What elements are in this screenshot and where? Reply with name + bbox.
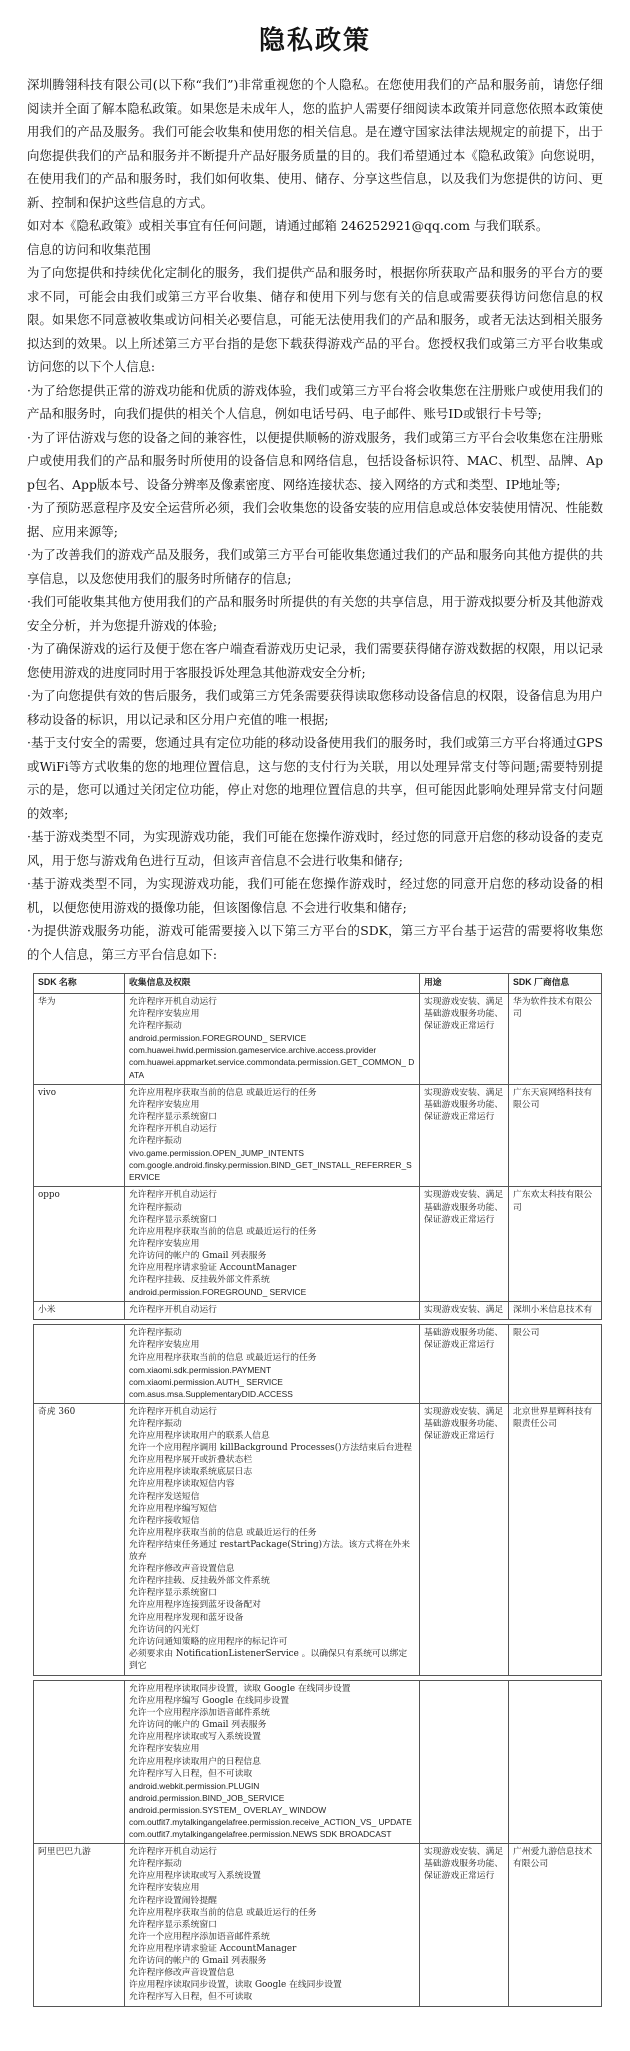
permission-line: 允许应用程序获取当前的信息 或最近运行的任务 <box>129 1352 317 1363</box>
vendor-cell: 广州爱九游信息技术有限公司 <box>509 1844 602 2007</box>
permission-line: 允许应用程序获取当前的信息 或最近运行的任务 <box>129 1907 317 1918</box>
permission-line: 允许程序设置闹铃提醒 <box>129 1895 217 1906</box>
permission-line: 允许应用程序获取当前的信息 或最近运行的任务 <box>129 1527 317 1538</box>
table-row <box>34 1084 602 1187</box>
bullet-item: ·为了评估游戏与您的设备之间的兼容性，以便提供顺畅的游戏服务，我们或第三方平台会收集您在注册账户或使用我们的产品和服务时所使用的设备信息和网络信息，包括设备标识符、MAC、机型、品牌、App包名、App版本号、设备分辨率及像素密度、网络连接状态、接入网络的方式和类型、IP地址等; <box>27 429 603 492</box>
permission-line: 允许应用程序请求验证 AccountManager <box>129 1262 297 1273</box>
column-header: SDK 名称 <box>34 974 125 994</box>
table-row <box>34 1680 602 1843</box>
sdk-name-cell: 小米 <box>34 1302 125 1320</box>
permissions-cell <box>125 1187 420 1302</box>
bullet-item: ·为了改善我们的游戏产品及服务，我们或第三方平台可能收集您通过我们的产品和服务向其他方提供的共享信息，以及您使用我们的服务时所储存的信息; <box>27 547 603 586</box>
bullet-item: ·我们可能收集其他方使用我们的产品和服务时所提供的有关您的共享信息，用于游戏拟要分析及其他游戏安全分析，并为您提升游戏的体验; <box>27 594 603 633</box>
bullet-item: ·基于游戏类型不同，为实现游戏功能，我们可能在您操作游戏时，经过您的同意开启您的移动设备的相机，以便您使用游戏的摄像功能，但该图像信息 不会进行收集和储存; <box>27 876 603 915</box>
permission-line: 允许程序安装应用 <box>129 1009 200 1020</box>
bullet-item: ·为了给您提供正常的游戏功能和优质的游戏体验，我们或第三方平台将会收集您在注册账户或使用我们的产品和服务时，向我们提供的相关个人信息，例如电话号码、电子邮件、账号ID或银行卡号等; <box>27 382 603 421</box>
permission-line: 允许程序写入日程，但不可读取 <box>129 1992 253 2003</box>
sdk-name-cell: oppo <box>34 1187 125 1302</box>
permission-line: 允许应用程序读取短信内容 <box>129 1479 235 1490</box>
permission-line: com.outfit7.mytalkingangelafree.permission.NEWS SDK BROADCAST <box>129 1829 392 1840</box>
vendor-cell: 限公司 <box>509 1325 602 1404</box>
permissions-cell <box>125 1403 420 1675</box>
sdk-name-cell <box>34 1325 125 1404</box>
permission-line: 允许应用程序请求验证 AccountManager <box>129 1943 297 1954</box>
permission-line: 允许程序开机自动运行 <box>129 1190 217 1201</box>
usage-cell <box>420 1680 509 1843</box>
permissions-cell <box>125 1680 420 1843</box>
permission-line: 允许程序显示系统窗口 <box>129 1588 217 1599</box>
permission-line: 允许访问的帐户的 Gmail 列表服务 <box>129 1250 267 1261</box>
permission-line: 允许程序开机自动运行 <box>129 1406 217 1417</box>
bullet-item: ·基于游戏类型不同，为实现游戏功能，我们可能在您操作游戏时，经过您的同意开启您的移动设备的麦克风，用于您与游戏角色进行互动，但该声音信息不会进行收集和储存; <box>27 829 603 868</box>
bullet-item: ·基于支付安全的需要，您通过具有定位功能的移动设备使用我们的服务时，我们或第三方平台将通过GPS或WiFi等方式收集的您的地理位置信息，这与您的支付行为关联，用以处理异常支付等问题;需要特别提示的是，您可以通过关闭定位功能，停止对您的地理位置信息的共享，但可能因此影响处理异常支付问题的效率; <box>27 735 603 821</box>
permission-line: 允许程序振动 <box>129 1419 182 1429</box>
permission-line: 允许一个应用程序添加语音邮件系统 <box>129 1931 270 1942</box>
permission-line: com.asus.msa.SupplementaryDID.ACCESS <box>129 1388 293 1399</box>
permissions-cell <box>125 1302 420 1320</box>
permission-line: com.xiaomi.permission.AUTH_ SERVICE <box>129 1376 283 1387</box>
permission-line: 允许程序开机自动运行 <box>129 1847 217 1858</box>
permission-line: 允许程序安装应用 <box>129 1744 200 1755</box>
vendor-cell: 华为软件技术有限公司 <box>509 994 602 1085</box>
permission-line: 允许程序结束任务通过 restartPackage(String)方法。该方式将在外来放弃 <box>129 1539 411 1563</box>
table-row <box>34 1187 602 1302</box>
permission-line: android.permission.SYSTEM_ OVERLAY_ WINDOW <box>129 1804 327 1815</box>
sdk-name-cell: 奇虎 360 <box>34 1403 125 1675</box>
paragraph: 如对本《隐私政策》或相关事宜有任何问题，请通过邮箱 246252921@qq.com 与我们联系。 <box>27 218 549 233</box>
usage-cell: 实现游戏安装、满足基础游戏服务功能、保证游戏正常运行 <box>420 994 509 1085</box>
bullet-item: ·为了确保游戏的运行及便于您在客户端查看游戏历史记录，我们需要获得储存游戏数据的权限，用以记录您使用游戏的进度同时用于客服投诉处理急其他游戏安全分析; <box>27 641 603 680</box>
permissions-cell <box>125 1325 420 1404</box>
sdk-name-cell <box>34 1680 125 1843</box>
permission-line: 允许程序开机自动运行 <box>129 997 217 1007</box>
permission-line: 允许访问的闪光灯 <box>129 1624 200 1635</box>
sdk-permissions-table <box>33 973 601 2007</box>
permissions-cell <box>125 1084 420 1187</box>
permission-line: 允许程序挂载、反挂载外部文件系统 <box>129 1576 270 1587</box>
permissions-cell <box>125 994 420 1085</box>
permission-line: 允许应用程序展开或折叠状态栏 <box>129 1455 253 1466</box>
permission-line: android.permission.FOREGROUND_ SERVICE <box>129 1033 307 1044</box>
column-header: SDK 厂商信息 <box>509 974 602 994</box>
permission-line: 允许程序显示系统窗口 <box>129 1111 217 1122</box>
permission-line: 允许访问通知策略的应用程序的标记许可 <box>129 1636 288 1647</box>
permission-line: 允许程序安装应用 <box>129 1099 200 1110</box>
permission-line: 允许访问的帐户的 Gmail 列表服务 <box>129 1956 267 1967</box>
permission-line: 允许程序振动 <box>129 1328 182 1339</box>
vendor-cell <box>509 1680 602 1843</box>
table-row <box>34 1844 602 2007</box>
permission-line: 允许程序振动 <box>129 1136 182 1147</box>
page-title: 隐私政策 <box>258 26 371 56</box>
column-header: 用途 <box>420 974 509 994</box>
permission-line: 允许应用程序读取或写入系统设置 <box>129 1871 261 1882</box>
permission-line: 允许应用程序读取用户的日程信息 <box>129 1756 261 1767</box>
policy-text <box>27 73 603 966</box>
paragraph: 为了向您提供和持续优化定制化的服务，我们提供产品和服务时，根据你所获取产品和服务的平台方的要求不同，可能会由我们或第三方平台收集、储存和使用下列与您有关的信息或需要获得访问您信息的权限。如果您不同意被收集或访问相关必要信息，可能无法使用我们的产品和服务，或者无法达到相关服务拟达到的效果。以上所述第三方平台指的是您下载获得游戏产品的平台。您授权我们或第三方平台收集或访问您的以下个人信息: <box>27 265 603 374</box>
permission-line: 允许程序挂载、反挂载外部文件系统 <box>129 1275 270 1286</box>
permission-line: 允许程序开机自动运行 <box>129 1123 217 1134</box>
permission-line: 允许访问的帐户的 Gmail 列表服务 <box>129 1720 267 1731</box>
sdk-table-block <box>33 973 602 1320</box>
permission-line: 允许程序安装应用 <box>129 1883 200 1894</box>
permission-line: android.webkit.permission.PLUGIN <box>129 1780 260 1791</box>
permission-line: 允许应用程序编写 Google 在线同步设置 <box>129 1696 290 1707</box>
permission-line: 允许一个应用程序调用 killBackground Processes()方法结束后台进程 <box>129 1443 412 1454</box>
permission-line: android.permission.BIND_JOB_SERVICE <box>129 1792 285 1803</box>
vendor-cell: 广东天宸网络科技有限公司 <box>509 1084 602 1187</box>
table-row <box>34 1325 602 1404</box>
permission-line: 允许程序开机自动运行 <box>129 1305 217 1316</box>
permission-line: 允许应用程序编写短信 <box>129 1503 217 1514</box>
permission-line: com.huawei.hwid.permission.gameservice.archive.access.provider <box>129 1045 377 1056</box>
sdk-name-cell: 阿里巴巴九游 <box>34 1844 125 2007</box>
permission-line: 允许应用程序获取当前的信息 或最近运行的任务 <box>129 1087 317 1098</box>
permission-line: vivo.game.permission.OPEN_JUMP_INTENTS <box>129 1148 304 1159</box>
sdk-name-cell: 华为 <box>34 994 125 1085</box>
permission-line: com.google.android.finsky.permission.BIND_GET_INSTALL_REFERRER_SERVICE <box>129 1160 412 1183</box>
table-row <box>34 1403 602 1675</box>
permission-line: 允许程序显示系统窗口 <box>129 1214 217 1225</box>
permission-line: 允许程序修改声音设置信息 <box>129 1968 235 1979</box>
vendor-cell: 广东欢太科技有限公司 <box>509 1187 602 1302</box>
permission-line: 允许一个应用程序添加语音邮件系统 <box>129 1708 270 1719</box>
permission-line: 允许应用程序连接到蓝牙设备配对 <box>129 1600 261 1611</box>
table-row <box>34 994 602 1085</box>
usage-cell: 实现游戏安装、满足基础游戏服务功能、保证游戏正常运行 <box>420 1403 509 1675</box>
permission-line: 必须要求由 NotificationListenerService 。以确保只有系统可以绑定到它 <box>129 1648 408 1671</box>
permission-line: com.huawei.appmarket.service.commondata.permission.GET_COMMON_ DATA <box>129 1057 415 1080</box>
permission-line: com.outfit7.mytalkingangelafree.permission.receive_ACTION_VS_ UPDATE <box>129 1817 412 1827</box>
permission-line: 许应用程序读取同步设置，读取 Google 在线同步设置 <box>129 1980 342 1991</box>
column-header: 收集信息及权限 <box>125 974 420 994</box>
permission-line: android.permission.FOREGROUND_ SERVICE <box>129 1287 307 1298</box>
bullet-item: ·为提供游戏服务功能，游戏可能需要接入以下第三方平台的SDK，第三方平台基于运营的需要将收集您的个人信息，第三方平台信息如下: <box>27 923 603 962</box>
vendor-cell: 深圳小米信息技术有 <box>509 1302 602 1320</box>
bullet-item: ·为了向您提供有效的售后服务，我们或第三方凭条需要获得读取您移动设备信息的权限，设备信息为用户移动设备的标识，用以记录和区分用户充值的唯一根据; <box>27 688 603 727</box>
usage-cell: 基础游戏服务功能、保证游戏正常运行 <box>420 1325 509 1404</box>
permission-line: 允许应用程序发现和蓝牙设备 <box>129 1612 244 1623</box>
usage-cell: 实现游戏安装、满足基础游戏服务功能、保证游戏正常运行 <box>420 1844 509 2007</box>
permission-line: 允许程序接收短信 <box>129 1515 200 1526</box>
permission-line: 允许程序振动 <box>129 1021 182 1032</box>
permission-line: 允许程序振动 <box>129 1202 182 1213</box>
permissions-cell <box>125 1844 420 2007</box>
permission-line: 允许程序修改声音设置信息 <box>129 1564 235 1575</box>
sdk-table-block <box>33 1680 602 2007</box>
usage-cell: 实现游戏安装、满足基础游戏服务功能、保证游戏正常运行 <box>420 1187 509 1302</box>
sdk-name-cell: vivo <box>34 1084 125 1187</box>
permission-line: 允许应用程序获取当前的信息 或最近运行的任务 <box>129 1226 317 1237</box>
permission-line: 允许程序发送短信 <box>129 1491 200 1502</box>
permission-line: 允许应用程序读取系统底层日志 <box>129 1467 253 1478</box>
permission-line: 允许程序显示系统窗口 <box>129 1919 217 1930</box>
section-heading: 信息的访问和收集范围 <box>27 241 151 257</box>
paragraph: 深圳腾翎科技有限公司(以下称“我们”)非常重视您的个人隐私。在您使用我们的产品和服务前，请您仔细阅读并全面了解本隐私政策。如果您是未成年人，您的监护人需要仔细阅读本政策并同意您依照本政策使用我们的产品及服务。我们可能会收集和使用您的相关信息。是在遵守国家法律法规规定的前提下，出于向您提供我们的产品和服务并不断提升产品好服务质量的目的。我们希望通过本《隐私政策》向您说明，在使用我们的产品和服务时，我们如何收集、使用、储存、分享这些信息，以及我们为您提供的访问、更新、控制和保护这些信息的方式。 <box>27 77 603 210</box>
bullet-item: ·为了预防恶意程序及安全运营所必须，我们会收集您的设备安装的应用信息或总体安装使用情况、性能数据、应用来源等; <box>27 500 603 539</box>
table-header-row <box>34 974 602 994</box>
permission-line: 允许程序振动 <box>129 1859 182 1870</box>
permission-line: 允许应用程序读取或写入系统设置 <box>129 1732 261 1743</box>
vendor-cell: 北京世界星辉科技有限责任公司 <box>509 1403 602 1675</box>
usage-cell: 实现游戏安装、满足 <box>420 1302 509 1320</box>
permission-line: 允许程序安装应用 <box>129 1340 200 1351</box>
usage-cell: 实现游戏安装、满足基础游戏服务功能、保证游戏正常运行 <box>420 1084 509 1187</box>
permission-line: 允许应用程序读取同步设置，读取 Google 在线同步设置 <box>129 1683 351 1694</box>
permission-line: 允许应用程序读取用户的联系人信息 <box>129 1431 270 1442</box>
permission-line: com.xiaomi.sdk.permission.PAYMENT <box>129 1364 272 1375</box>
sdk-table-block <box>33 1324 602 1676</box>
permission-line: 允许程序写入日程，但不可读取 <box>129 1768 253 1779</box>
table-row <box>34 1302 602 1320</box>
permission-line: 允许程序安装应用 <box>129 1238 200 1249</box>
